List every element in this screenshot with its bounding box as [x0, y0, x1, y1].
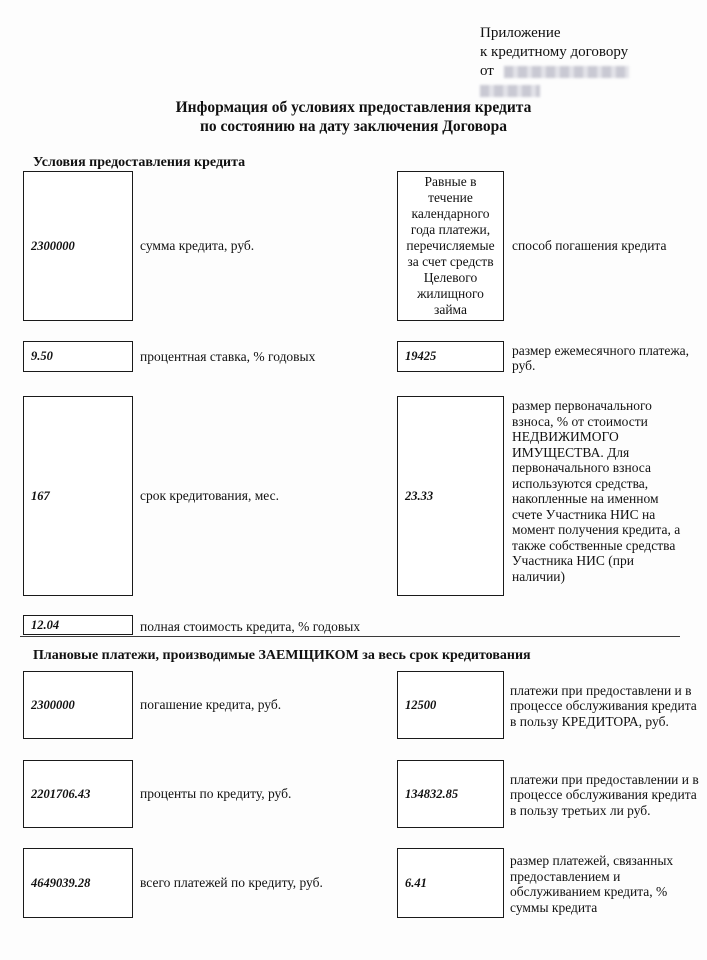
third-party-fees-label: платежи при предоставлении и в процессе обслуживания кредита в пользу третьих ли руб.	[510, 771, 699, 818]
total-payments-box	[23, 848, 133, 918]
interest-total-value: 2201706.43	[31, 786, 91, 801]
down-payment-box	[397, 396, 504, 596]
redacted-number	[480, 85, 540, 97]
principal-box	[23, 671, 133, 739]
creditor-fees-value: 12500	[405, 697, 437, 712]
appendix-line-2: к кредитному договору	[480, 44, 629, 60]
interest-total-box	[23, 760, 133, 828]
full-cost-label: полная стоимость кредита, % годовых	[140, 619, 361, 635]
fees-percent-value: 6.41	[405, 875, 427, 890]
redacted-date	[504, 66, 629, 78]
page-title	[0, 98, 707, 136]
interest-rate-box	[23, 341, 133, 372]
loan-term-label: срок кредитования, мес.	[140, 488, 279, 504]
appendix-line-3	[480, 62, 629, 81]
full-cost-box	[23, 615, 133, 635]
section-heading-planned-payments: Плановые платежи, производимые ЗАЕМЩИКОМ за весь срок кредитования	[33, 648, 531, 663]
third-party-fees-box	[397, 760, 504, 828]
total-payments-label: всего платежей по кредиту, руб.	[140, 875, 323, 891]
interest-rate-label: процентная ставка, % годовых	[140, 348, 316, 364]
monthly-payment-box	[397, 341, 504, 372]
appendix-line-1: Приложение	[480, 25, 561, 41]
creditor-fees-label: платежи при предоставлени и в процессе обслуживания кредита в пользу КРЕДИТОРА, руб.	[510, 682, 697, 729]
repayment-method-label: способ погашения кредита	[512, 238, 667, 254]
section-heading-loan-terms: Условия предоставления кредита	[33, 155, 246, 170]
loan-term-value: 167	[31, 488, 50, 503]
principal-label: погашение кредита, руб.	[140, 697, 282, 713]
repayment-method-box	[397, 171, 504, 321]
loan-amount-label: сумма кредита, руб.	[140, 238, 255, 254]
down-payment-label: размер первоначального взноса, % от стоимости НЕДВИЖИМОГО ИМУЩЕСТВА. Для первоначального взноса используются средства, накопленные на именном счете Участника НИС на момент получения кредита, а также собственные средства Участника НИС (при наличии)	[512, 398, 681, 584]
loan-amount-value: 2300000	[31, 238, 75, 253]
loan-term-box	[23, 396, 133, 596]
appendix-date-prefix: от	[480, 63, 494, 79]
down-payment-value: 23.33	[405, 488, 434, 503]
fees-percent-label: размер платежей, связанных предоставлением и обслуживанием кредита, % суммы кредита	[510, 853, 674, 915]
creditor-fees-box	[397, 671, 504, 739]
loan-amount-box	[23, 171, 133, 321]
full-cost-value: 12.04	[31, 617, 60, 632]
interest-rate-value: 9.50	[31, 349, 53, 363]
fees-percent-box	[397, 848, 504, 918]
third-party-fees-value: 134832.85	[405, 786, 459, 801]
appendix-header	[480, 24, 629, 100]
repayment-method-value: Равные в течение календарного года платежи, перечисляемые за счет средств Целевого жилищного займа	[406, 174, 495, 317]
monthly-payment-label: размер ежемесячного платежа, руб.	[512, 342, 690, 373]
section-divider	[20, 636, 680, 637]
page-title-line-1: Информация об условиях предоставления кредита	[175, 99, 532, 116]
interest-total-label: проценты по кредиту, руб.	[140, 786, 292, 802]
principal-value: 2300000	[31, 697, 75, 712]
total-payments-value: 4649039.28	[31, 875, 91, 890]
page-title-line-2: по состоянию на дату заключения Договора	[199, 118, 508, 135]
monthly-payment-value: 19425	[405, 349, 437, 363]
